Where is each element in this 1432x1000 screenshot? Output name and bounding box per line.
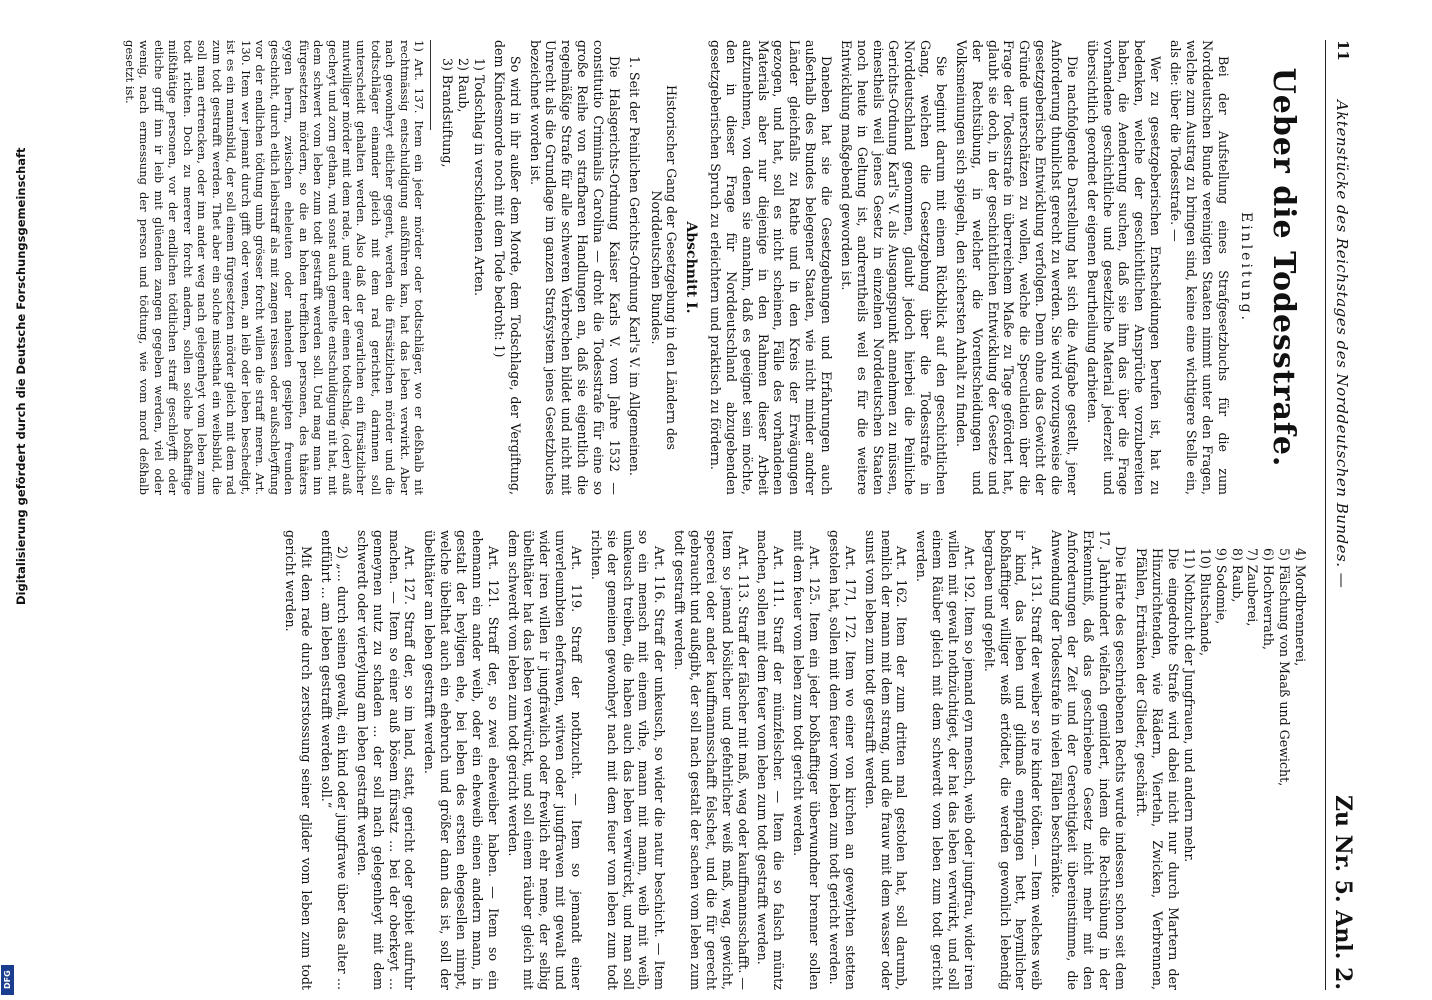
article-paragraph: 2) „... durch seinen gewalt, ein kind oder jungfrawe über das alter ... entführt ... am leben gestrafft werden soll.“ (319, 530, 351, 990)
intro-paragraph: Wer zu gesetzgeberischen Entscheidungen berufen ist, hat zu bedenken, welche der geschichtlichen Ansprüche vorzubereiten haben, die Aenderung suchen, daß sie ihm das über die Frage vorhandene geschichtliche und gesetzliche Material jederzeit und übersichtlich geordnet der eigenen Beurtheilung darbieten. (1084, 40, 1164, 495)
article-paragraph: Art. 113. Straff der fälscher mit maß, wag oder kauffmannsschafft. — Item so jemand böslicher und gefehrlicher weiß maß, wag, gewicht, specerei oder ander kauffmannsschafft felschet, und die für gerecht gebraucht und außgibt, der soll nach gestalt der sachen vom leben zum todt gestrafft werden. (672, 530, 751, 990)
intro-paragraph: Bei der Aufstellung eines Strafgesetzbuchs für die zum Norddeutschen Bunde vereinigten Staaten nimmt unter den Fragen, welche zum Austrag zu bringen sind, keine eine wichtigere Stelle ein, als die: über die Todesstrafe. — (1168, 40, 1231, 495)
left-column (80, 40, 1310, 495)
footnote: 1) Art. 137. Item ein jeder mörder oder todtschläger, wo er deßhalb nit rechtmässig entschuldigung außführen kan, hat das leben verwirkt. Aber nach gewonheyt etlicher gegent, werden die fürsätzlichen mörder und die todtschläger einander gleich mit dem rad gerichtet, darinnen soll unterscheidt gehalten werden. Also daß der gevarlichen ein fürsätzlicher mutwilliger mörder mit dem rade, und einer der einen todtschlag, (oder) auß gecheyt und zorn gethan, vnd sonst auch gemelte entschuldigung nit hat, mit dem schwert vom leben zum todt gestrafft werden soll. Und mag man inn fürgesetzten mördern, so die an hohen trefflichen personen, des thäters eygen herrn, zwischen eheleuten oder nahenden gesipten freunden geschicht, durch etlich leibstraff als mit zangen reissen oder außschleyffung vor der endlichen tödtung umb grösser forcht willen die straff meren. Art. 130. Item wer jemant durch gifft oder venen, an leib oder leben beschedigt, ist es ein mannsbild, der soll einem fürgesetzten mörder gleich mit dem rad zum todt gestrafft werden. Thet aber ein solche missethat ein weibsbild, die soll man ertrencken, oder inn ander weg nach gelegenheyt vom leben zum todt richten. Doch zu mererer forcht andern, sollen solche boßhafftige mißthätige personen, vor der endlichen tödtlichen straff geschleyfft oder etliche griff inn ir leib mit glüenden zangen gegeben werden, viel oder wenig, nach ermessung der person und tödtung, wie vom mord deßhalb gesetzt ist. (122, 40, 427, 495)
intro-paragraph: Sie beginnt darum mit einem Rückblick auf den geschichtlichen Gang, welchen die Gesetzgebung über die Todesstrafe in Norddeutschland genommen, glaubt jedoch hierbei die Peinliche Gerichts-Ordnung Karl's V. als Ausgangspunkt annehmen zu müssen, einestheils weil jenes Gesetz in einzelnen Norddeutschen Staaten noch heute in Geltung ist, andrerntheils weil es für die weitere Entwicklung maßgebend geworden ist. (838, 40, 949, 495)
list-item: 4) Mordbrennerei, (1293, 548, 1308, 667)
section-heading: Abschnitt I. (683, 221, 700, 314)
digitization-sidebar (0, 0, 28, 1000)
footnote-rule (430, 40, 431, 130)
intro-paragraph: Daneben hat sie die Gesetzgebungen und Erfahrungen auch außerhalb des Bundes belegener Staaten, wie nicht minder andrer Länder gleichfalls zu Rathe und in den Kreis der Erwägungen gezogen, und hat, soll es nicht scheinen, Fälle des vorhandenen Materials aber nur diejenige in den Rahmen dieser Arbeit aufzunehmen, von denen sie annahm, daß es geeignet sein möchte, den in dieser Frage für Norddeutschland abzugebenden gesetzgeberischen Spruch zu erleichtern und praktisch zu fördern. (707, 40, 834, 495)
section-paragraph: 1. Seit der Peinlichen Gerichts-Ordnung Karl's V. im Allgemeinen. (626, 56, 642, 476)
list-item: 3) Brandstiftung, (440, 58, 456, 168)
list-item: 10) Blutschande, (1197, 548, 1213, 657)
article-paragraph: Art. 111. Straff der münzfelscher. — Item die so falsch müntz machen, sollen mit dem feuer vom leben zum todt gestrafft werden. (755, 530, 787, 990)
section-paragraphs (491, 40, 642, 495)
section-paragraph: So wird in ihr außer dem Morde, dem Todschlage, der Vergiftung, dem Kindesmorde noch mit dem Tode bedroht: 1) (491, 40, 523, 495)
article-paragraph: Art. 119. Straff der nothzucht. — Item so jemandt einer unverleumbten ehefrawen, witwen oder jungfrawen mit gewalt und wider iren willen ir jungfräwlich oder frewlich ehr neme, der selbig übelthäter hat das leben verwürckt, und soll einem räuber gleich mit dem schwerdt vom leben zum todt gericht werden. (505, 530, 585, 990)
right-column (80, 530, 1310, 990)
intro-heading: Einleitung. (1238, 211, 1255, 324)
issue-reference: Zu Nr. 5. Anl. 2. (1330, 794, 1356, 990)
intro-paragraphs (707, 40, 1231, 495)
article-paragraph: Art. 131. Straff der weiber so ire kinder tödten. — Item welches weib ir kind, das leben und glidmaß empfangen hett, heymlicher boßhafftiger williger weiß ertödtet, die werden gewonlich lebendig begraben und gepfelt. (981, 530, 1045, 990)
list-item: 8) Raub, (1229, 548, 1245, 603)
list-item: 6) Hochverrath, (1261, 548, 1277, 650)
article-paragraph: Mit dem rade durch zerstossung seiner glider vom leben zum todt gericht werden. (283, 530, 315, 990)
page-number: 11 (1334, 40, 1352, 61)
scanned-page (70, 40, 1360, 990)
list-item: 9) Sodomie, (1213, 548, 1229, 625)
list-item: 7) Zauberei, (1245, 548, 1261, 627)
list-item: 11) Nothzucht der Jungfrauen, und andern mehr. (1181, 548, 1197, 863)
article-paragraph: Die Härte des geschriebenen Rechts wurde indessen schon seit dem 17. Jahrhundert vielfach gemildert, indem die Rechtsübung in der Erkenntniß, daß das geschriebene Gesetz nicht mehr mit den Anforderungen der Zeit und der Gerechtigkeit übereinstimme, die Anwendung der Todesstrafe in vielen Fällen beschränkte. (1049, 530, 1128, 990)
list-item: 2) Raub, (456, 58, 472, 113)
right-paragraphs (283, 530, 1128, 990)
list-item: Die eingedrohte Strafe wird dabei nicht nur durch Martern der Hinzurichtenden, wie Rädern, Vierteln, Zwicken, Verbrennen, Pfählen, Ertränken der Glieder, geschärft. (1134, 548, 1182, 990)
intro-paragraph: Die nachfolgende Darstellung hat sich die Aufgabe gestellt, jener Anforderung thunlichst gerecht zu werden. Sie wird vorzugsweise die gesetzgeberische Entwicklung verfolgen. Denn ohne das Gewicht der Gründe unterschätzen zu wollen, welche die Speculation über die Frage der Todesstrafe in überreichem Maße zu Tage gefördert hat, glaubt sie doch, in der geschichtlichen Entwicklung der Gesetze und der Rechtsübung, in welcher die Vorentscheidungen und Volksmeinungen sich spiegeln, den sichersten Anhalt zu finden. (953, 40, 1080, 495)
section-paragraph: Die Halsgerichts-Ordnung Kaiser Karls V. vom Jahre 1532 — constitutio Criminalis Carolina — droht die Todesstrafe für eine so große Reihe von strafbaren Handlungen an, daß sie eigentlich die regelmäßige Strafe für alle schweren Verbrechen bildet und nicht mit Unrecht als die Grundlage im ganzen Strafsystem jenes Gesetzbuches bezeichnet worden ist. (527, 40, 622, 495)
section-subtitle: Historischer Gang der Gesetzgebung in den Ländern des Norddeutschen Bundes. (648, 85, 680, 450)
article-title: Ueber die Todesstrafe. (1266, 67, 1301, 468)
list-item: 1) Todschlag in verschiedenen Arten. (472, 58, 487, 296)
running-title: Aktenstücke des Reichstages des Norddeutschen Bundes. — (1333, 100, 1351, 589)
dfg-logo: DFG (1, 965, 14, 995)
article-paragraph: Art. 121. Straff der, so zwei eheweiber haben. — Item so ein ehemann ein ander weib, oder ein eheweib einen andern mann, in gestalt der heyligen ehe, bei leben des ersten ehegesellen nimpt, welche übelthat auch ein ehebruch und größer dann das ist, soll der übelthäter am leben gestrafft werden. (422, 530, 501, 990)
article-paragraph: Art. 116. Straff der unkeusch, so wider die natur beschicht. — Item so ein mensch mit einem vihe, mann mit mann, weib mit weib, unkeusch treiben, die haben auch das leben verwürckt, und man soll sie der gemeinen gewonheyt nach mit dem feuer vom leben zum todt richten. (588, 530, 668, 990)
list-item: 5) Fälschung von Maaß und Gewicht, (1277, 548, 1293, 787)
dfg-credit-text: Digitalisierung gefördert durch die Deutsche Forschungsgemeinschaft (14, 147, 28, 605)
running-head (1325, 40, 1360, 990)
crime-list-right (1134, 548, 1308, 990)
article-paragraph: Art. 192. Item so jemand eyn mensch, weib oder jungfrau, wider iren willen mit gewalt nothzüchtiget, der hat das leben verwürkt, und soll einem Räuber gleich mit dem schwerdt vom leben zum todt gericht werden. (914, 530, 977, 990)
article-paragraph: Art. 125. Item ein jeder boßhafftiger überwundner brenner sollen mit dem feuer vom leben zum todt gericht werden. (791, 530, 823, 990)
crime-list-left (439, 58, 487, 495)
article-paragraph: Art. 162. Item der zum dritten mal gestolen hat, soll darumb, nemlich der mann mit dem strang, und die frauw mit dem wasser oder sunst vom leben zum todt gestrafft werden. (862, 530, 910, 990)
article-paragraph: Art. 171, 172. Item wo einer von kirchen an geweyhten stetten gestolen hat, sollen mit dem feuer vom leben zum todt gericht werden. (826, 530, 858, 990)
article-paragraph: Art. 127. Straff der, so im land, statt, gericht oder gebiet aufruhr machen. — Item so einer auß bösem fürsatz ... bei der oberkeyt ... gemeynen nutz zu schaden ... der soll nach gelegenheyt mit dem schwerdt oder vierteylung am leben gestrafft werden. (354, 530, 418, 990)
